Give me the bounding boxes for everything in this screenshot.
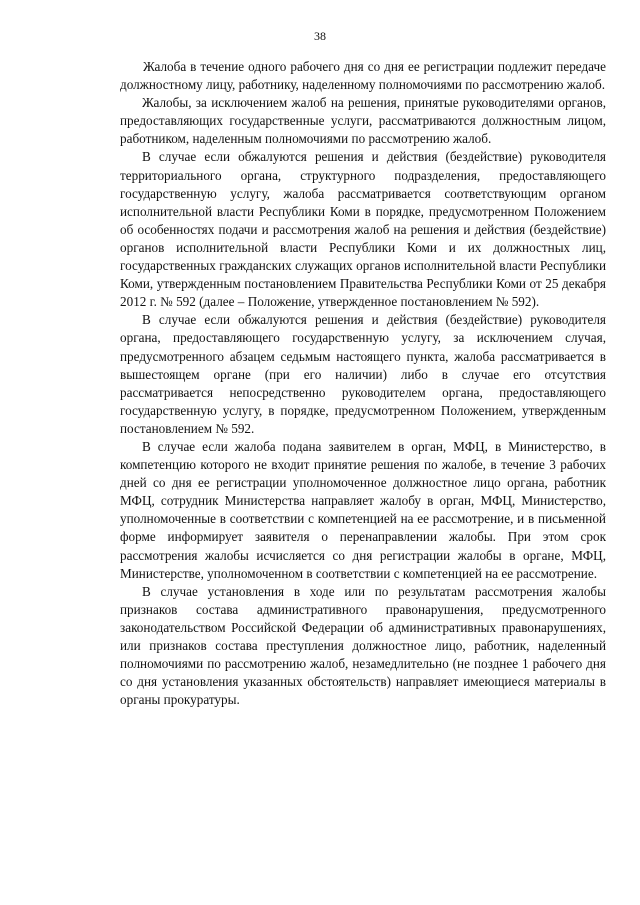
document-body xyxy=(120,58,606,709)
paragraph-agency-head-appeal: В случае если обжалуются решения и действия (бездействие) руководителя органа, предоставляющего государственную услугу, за исключением случая, предусмотренного абзацем седьмым настоящего пункта, жалоба рассматривается в вышестоящем органе (при его наличии) либо в случае его отсутствия рассматривается непосредственно руководителем органа, предоставляющего государственную услугу, в порядке, предусмотренном Положением, утвержденным постановлением № 592. xyxy=(120,312,606,436)
paragraph-complaint-redirect: В случае если жалоба подана заявителем в орган, МФЦ, в Министерство, в компетенцию которого не входит принятие решения по жалобе, в течение 3 рабочих дней со дня ее регистрации уполномоченное должностное лицо органа, работник МФЦ, сотрудник Министерства направляет жалобу в орган, МФЦ, Министерство, уполномоченные в соответствии с компетенцией на ее рассмотрение, и в письменной форме информирует заявителя о перенаправлении жалобы. При этом срок рассмотрения жалобы исчисляется со дня регистрации жалобы в органе, МФЦ, Министерстве, уполномоченном в соответствии с компетенцией на ее рассмотрение. xyxy=(120,438,606,581)
paragraph-offense-signs: В случае установления в ходе или по результатам рассмотрения жалобы признаков состава административного правонарушения, предусмотренного законодательством Российской Федерации об административных правонарушениях, или признаков состава преступления должностное лицо, работник, наделенный полномочиями по рассмотрению жалоб, незамедлительно (не позднее 1 рабочего дня со дня установления указанных обстоятельств) направляет имеющиеся материалы в органы прокуратуры. xyxy=(120,583,606,708)
paragraph-complaint-transfer: Жалоба в течение одного рабочего дня со дня ее регистрации подлежит передаче должностному лицу, работнику, наделенному полномочиями по рассмотрению жалоб. xyxy=(120,59,606,93)
page-number: 38 xyxy=(314,29,326,43)
paragraph-complaint-review: Жалобы, за исключением жалоб на решения, принятые руководителями органов, предоставляющих государственные услуги, рассматриваются должностным лицом, работником, наделенным полномочиями по рассмотрению жалоб. xyxy=(120,95,606,147)
paragraph-territorial-head-appeal: В случае если обжалуются решения и действия (бездействие) руководителя территориального органа, структурного подразделения, предоставляющего государственную услугу, жалоба рассматривается соответствующим органом исполнительной власти Республики Коми в порядке, предусмотренном Положением об особенностях подачи и рассмотрения жалоб на решения и действия (бездействие) органов исполнительной власти Республики Коми и их должностных лиц, государственных гражданских служащих органов исполнительной власти Республики Коми, утвержденным постановлением Правительства Республики Коми от 25 декабря 2012 г. № 592 (далее – Положение, утвержденное постановлением № 592). xyxy=(120,149,606,310)
